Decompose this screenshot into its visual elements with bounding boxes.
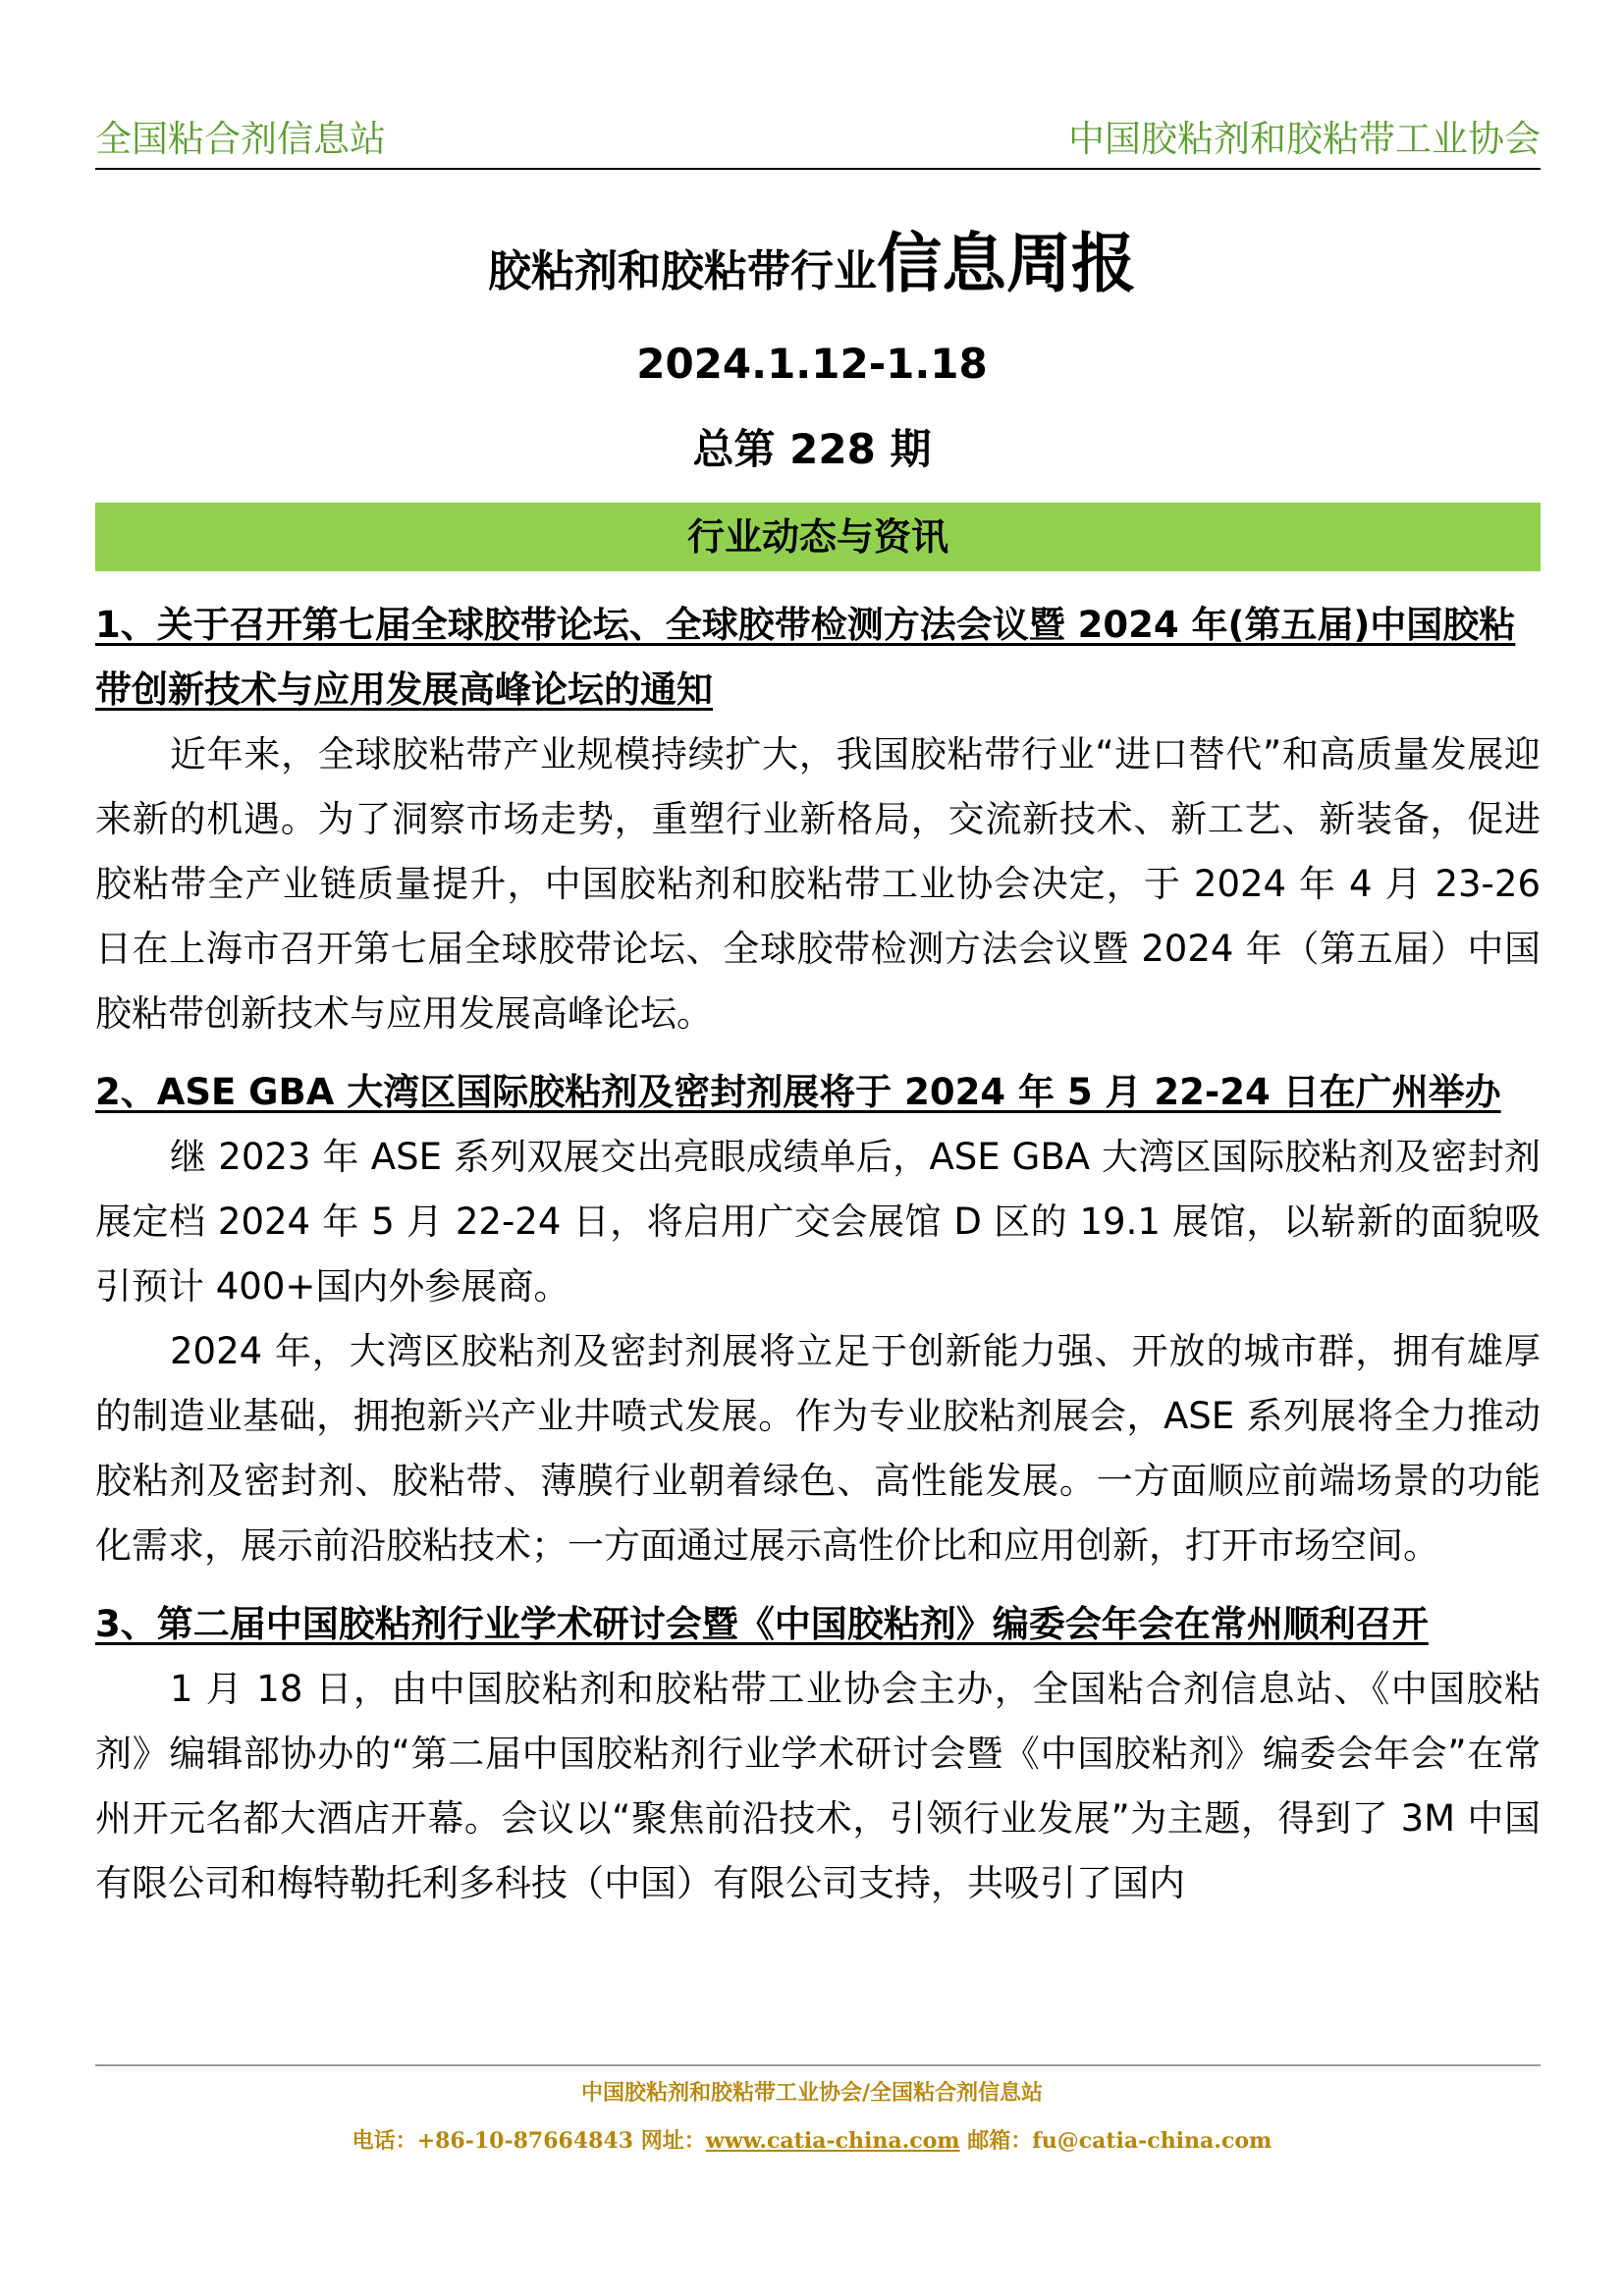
header-left: 全国粘合剂信息站 <box>95 118 386 160</box>
page-header <box>95 115 1541 170</box>
email-label: 邮箱： <box>967 2128 1033 2154</box>
section-band: 行业动态与资讯 <box>95 503 1541 571</box>
article-heading: 3、第二届中国胶粘剂行业学术研讨会暨《中国胶粘剂》编委会年会在常州顺利召开 <box>95 1603 1429 1645</box>
page-title <box>0 211 1624 304</box>
website-link[interactable]: www.catia-china.com <box>705 2128 960 2154</box>
article-paragraph: 继 2023 年 ASE 系列双展交出亮眼成绩单后，ASE GBA 大湾区国际胶粘剂及密封剂展定档 2024 年 5 月 22-24 日，将启用广交会展馆 D 区的 19.1 展馆，以崭新的面貌吸引预计 400+国内外参展商。 <box>95 1136 1541 1308</box>
phone-label: 电话： <box>352 2128 417 2154</box>
phone-number: +86-10-87664843 <box>416 2128 634 2154</box>
footer-org: 中国胶粘剂和胶粘带工业协会/全国粘合剂信息站 <box>580 2080 1044 2106</box>
website-label: 网址： <box>640 2128 706 2154</box>
footer-contact <box>0 2124 1624 2155</box>
article-paragraph: 1 月 18 日，由中国胶粘剂和胶粘带工业协会主办，全国粘合剂信息站、《中国胶粘剂》编辑部协办的“第二届中国胶粘剂行业学术研讨会暨《中国胶粘剂》编委会年会”在常州开元名都大酒店开幕。会议以“聚焦前沿技术，引领行业发展”为主题，得到了 3M 中国有限公司和梅特勒托利多科技（中国）有限公司支持，共吸引了国内 <box>95 1668 1541 1904</box>
footer-divider <box>95 2064 1541 2066</box>
article-paragraph: 近年来，全球胶粘带产业规模持续扩大，我国胶粘带行业“进口替代”和高质量发展迎来新的机遇。为了洞察市场走势，重塑行业新格局，交流新技术、新工艺、新装备，促进胶粘带全产业链质量提升，中国胶粘剂和胶粘带工业协会决定，于 2024 年 4 月 23-26 日在上海市召开第七届全球胶带论坛、全球胶带检测方法会议暨 2024 年（第五届）中国胶粘带创新技术与应用发展高峰论坛。 <box>95 733 1541 1035</box>
article-heading: 2、ASE GBA 大湾区国际胶粘剂及密封剂展将于 2024 年 5 月 22-24 日在广州举办 <box>95 1071 1501 1113</box>
email-address[interactable]: fu@catia-china.com <box>1032 2128 1272 2154</box>
article-list <box>95 593 1541 1916</box>
article-paragraph: 2024 年，大湾区胶粘剂及密封剂展将立足于创新能力强、开放的城市群，拥有雄厚的制造业基础，拥抱新兴产业井喷式发展。作为专业胶粘剂展会，ASE 系列展将全力推动胶粘剂及密封剂、胶粘带、薄膜行业朝着绿色、高性能发展。一方面顺应前端场景的功能化需求，展示前沿胶粘技术；一方面通过展示高性价比和应用创新，打开市场空间。 <box>95 1330 1541 1567</box>
article-heading: 1、关于召开第七届全球胶带论坛、全球胶带检测方法会议暨 2024 年(第五届)中国胶粘带创新技术与应用发展高峰论坛的通知 <box>95 604 1516 711</box>
date-range: 2024.1.12-1.18 <box>636 340 988 388</box>
title-prefix: 胶粘剂和胶粘带行业 <box>488 246 877 296</box>
issue-number: 总第 228 期 <box>692 425 932 473</box>
header-right: 中国胶粘剂和胶粘带工业协会 <box>1068 118 1541 160</box>
title-main: 信息周报 <box>877 226 1136 301</box>
